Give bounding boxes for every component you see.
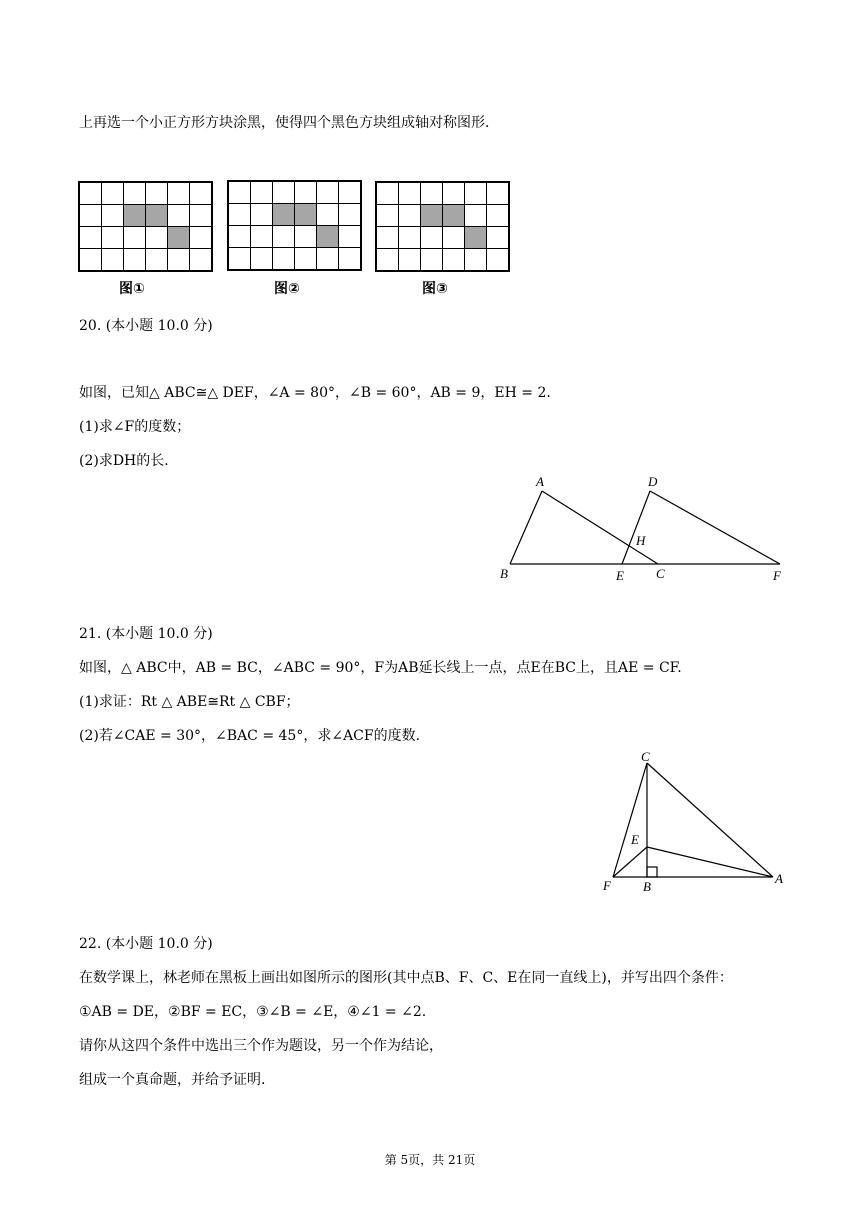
label-A: A [775,871,783,886]
page-footer: 第 5页，共 21页 [384,1153,476,1167]
q19-text: 上再选一个小正方形方块涂黑，使得四个黑色方块组成轴对称图形. [79,115,490,131]
q22-line3: 请你从这四个条件中选出三个作为题设，另一个作为结论， [79,1038,443,1054]
q22-line4: 组成一个真命题，并给予证明. [79,1072,266,1088]
grid-figure-2 [227,180,362,271]
label-E: E [631,832,639,847]
grid-figure-3 [375,181,510,272]
q20-part1: (1)求∠F的度数； [79,419,191,435]
label-E: E [616,568,624,583]
q21-triangle-figure [595,745,795,895]
label-C: C [641,749,650,764]
label-B: B [643,879,651,894]
label-A: A [536,474,544,489]
label-H: H [636,533,646,548]
label-F: F [603,878,611,893]
label-C: C [656,566,665,581]
figure-3-caption: 图③ [422,281,448,297]
q21-header: 21. (本小题 10.0 分) [79,626,213,642]
q22-line1: 在数学课上，林老师在黑板上画出如图所示的图形(其中点B、F、C、E在同一直线上)，并写出四个条件： [79,970,733,986]
q20-part2: (2)求DH的长. [79,453,169,469]
q21-stem: 如图，△ ABC中，AB = BC，∠ABC = 90°，F为AB延长线上一点，点E在BC上，且AE = CF. [79,660,682,676]
q21-part2: (2)若∠CAE = 30°，∠BAC = 45°，求∠ACF的度数. [79,728,421,744]
q22-line2: ①AB = DE，②BF = EC，③∠B = ∠E，④∠1 = ∠2. [79,1004,427,1020]
figure-1-caption: 图① [119,281,145,297]
q20-stem: 如图，已知△ ABC≅△ DEF，∠A = 80°，∠B = 60°，AB = 9，EH = 2. [79,385,551,401]
label-D: D [648,474,658,489]
q20-header: 20. (本小题 10.0 分) [79,318,213,334]
q20-triangle-figure [490,470,800,590]
figure-2-caption: 图② [274,281,300,297]
label-B: B [500,566,508,581]
q21-part1: (1)求证：Rt △ ABE≅Rt △ CBF； [79,694,300,710]
q22-header: 22. (本小题 10.0 分) [79,936,213,952]
label-F: F [773,568,781,583]
grid-figure-1 [78,181,213,272]
